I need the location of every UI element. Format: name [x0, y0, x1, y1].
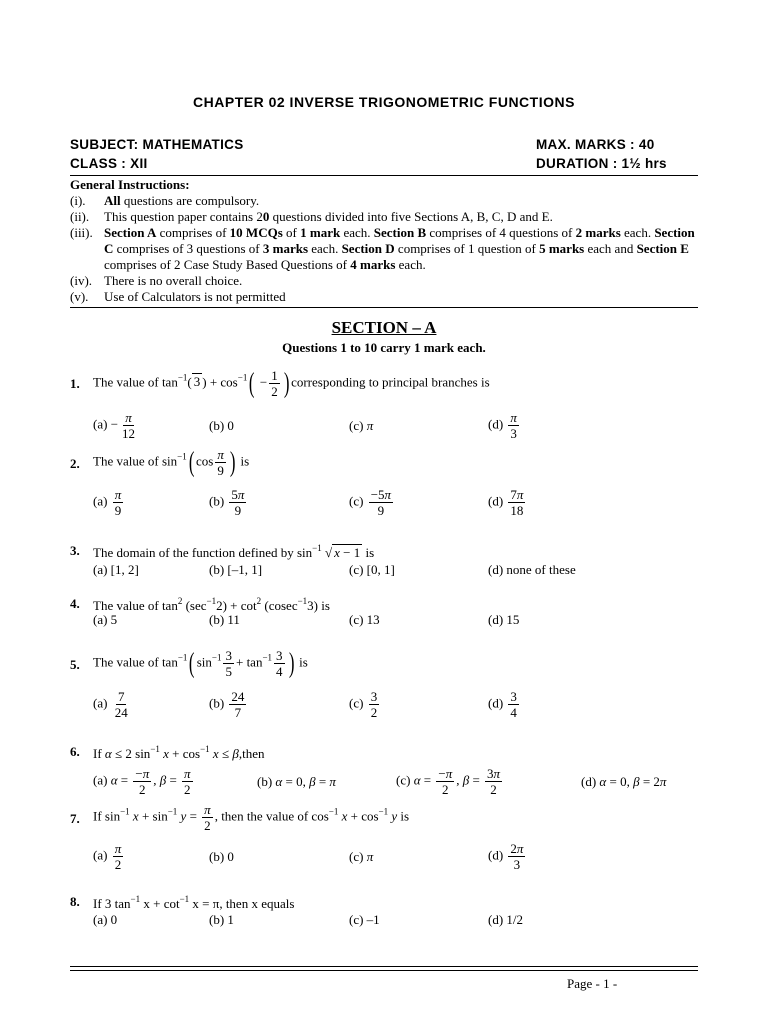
instructions-divider	[70, 307, 698, 308]
q6-option-d: (d) α = 0, β = 2π	[581, 774, 667, 789]
instruction-number: (v).	[70, 289, 89, 304]
q8-option-a: (a) 0	[93, 912, 118, 927]
instruction-text: This question paper contains 20 questions divided into five Sections A, B, C, D and E.	[104, 209, 553, 224]
instruction-item	[70, 225, 700, 273]
instructions-list	[70, 193, 700, 305]
section-subtitle: Questions 1 to 10 carry 1 mark each.	[282, 340, 486, 355]
class-label: CLASS : XII	[70, 156, 148, 171]
q4-option-c: (c) 13	[349, 612, 380, 627]
q3-option-b: (b) [–1, 1]	[209, 562, 263, 577]
q8-option-b: (b) 1	[209, 912, 234, 927]
instruction-text: There is no overall choice.	[104, 273, 243, 288]
q2-option-d: (d) $\frac{7\pi}{18}$	[488, 487, 524, 518]
q6-option-b: (b) α = 0, β = π	[257, 774, 336, 789]
q2-option-b: (b) $\frac{5\pi}{9}$	[209, 487, 245, 518]
q6-option-a: (a) α = $\frac{-\pi}{2}$ , β = $\frac{\pi}{2}$	[93, 766, 191, 797]
instruction-number: (iii).	[70, 225, 93, 240]
q7-option-a: (a) $\frac{\pi}{2}$	[93, 841, 122, 872]
instruction-text: All questions are compulsory.	[104, 193, 260, 208]
q1-option-d: (d) $\frac{\pi}{3}$	[488, 410, 517, 441]
q2-option-a: (a) $\frac{\pi}{9}$	[93, 487, 122, 518]
instructions-heading: General Instructions:	[70, 177, 190, 192]
instruction-number: (ii).	[70, 209, 90, 224]
q5-option-a: (a) $\frac{7}{24}$	[93, 689, 128, 720]
instruction-number: (iv).	[70, 273, 93, 288]
q7-option-c: (c) π	[349, 849, 374, 864]
q5-option-d: (d) $\frac{3}{4}$	[488, 689, 517, 720]
q4-option-d: (d) 15	[488, 612, 520, 627]
instruction-text: Section A comprises of 10 MCQs of 1 mark each. Section B comprises of 4 questions of 2 marks each. Section C comprises of 3 questions of 3 marks each. Section D comprises of 1 question of 5 marks each and Section E comprises of 2 Case Study Based Questions of 4 marks each.	[104, 225, 695, 272]
section-title: SECTION – A	[331, 318, 437, 337]
instruction-item	[70, 209, 700, 225]
max-marks-label: MAX. MARKS : 40	[536, 137, 655, 152]
q5-option-b: (b) $\frac{24}{7}$	[209, 689, 245, 720]
duration-label: DURATION : 1½ hrs	[536, 156, 667, 171]
q8-option-c: (c) –1	[349, 912, 380, 927]
page-title: CHAPTER 02 INVERSE TRIGONOMETRIC FUNCTIONS	[193, 94, 575, 110]
q4-option-a: (a) 5	[93, 612, 118, 627]
q1-option-b: (b) 0	[209, 418, 234, 433]
footer-divider	[70, 966, 698, 967]
q7-option-d: (d) $\frac{2\pi}{3}$	[488, 841, 524, 872]
q3-option-d: (d) none of these	[488, 562, 576, 577]
q3-option-a: (a) [1, 2]	[93, 562, 139, 577]
header-divider	[70, 175, 698, 176]
q2-option-c: (c) $\frac{-5\pi}{9}$	[349, 487, 392, 518]
instruction-item	[70, 273, 700, 289]
instruction-item	[70, 193, 700, 209]
subject-label: SUBJECT: MATHEMATICS	[70, 137, 244, 152]
q4-option-b: (b) 11	[209, 612, 240, 627]
q7-option-b: (b) 0	[209, 849, 234, 864]
q6-option-c: (c) α = $\frac{-\pi}{2}$ , β = $\frac{3\pi}{2}$	[396, 766, 501, 797]
instruction-number: (i).	[70, 193, 86, 208]
general-instructions	[70, 177, 700, 305]
instruction-text: Use of Calculators is not permitted	[104, 289, 286, 304]
q3-option-c: (c) [0, 1]	[349, 562, 395, 577]
footer-divider-2	[70, 970, 698, 971]
q5-option-c: (c) $\frac{3}{2}$	[349, 689, 378, 720]
instruction-item	[70, 289, 700, 305]
q1-option-c: (c) π	[349, 418, 374, 433]
page-number: Page - 1 -	[567, 976, 618, 991]
q1-option-a: (a) − $\frac{\pi}{12}$	[93, 410, 136, 441]
q8-option-d: (d) 1/2	[488, 912, 524, 927]
